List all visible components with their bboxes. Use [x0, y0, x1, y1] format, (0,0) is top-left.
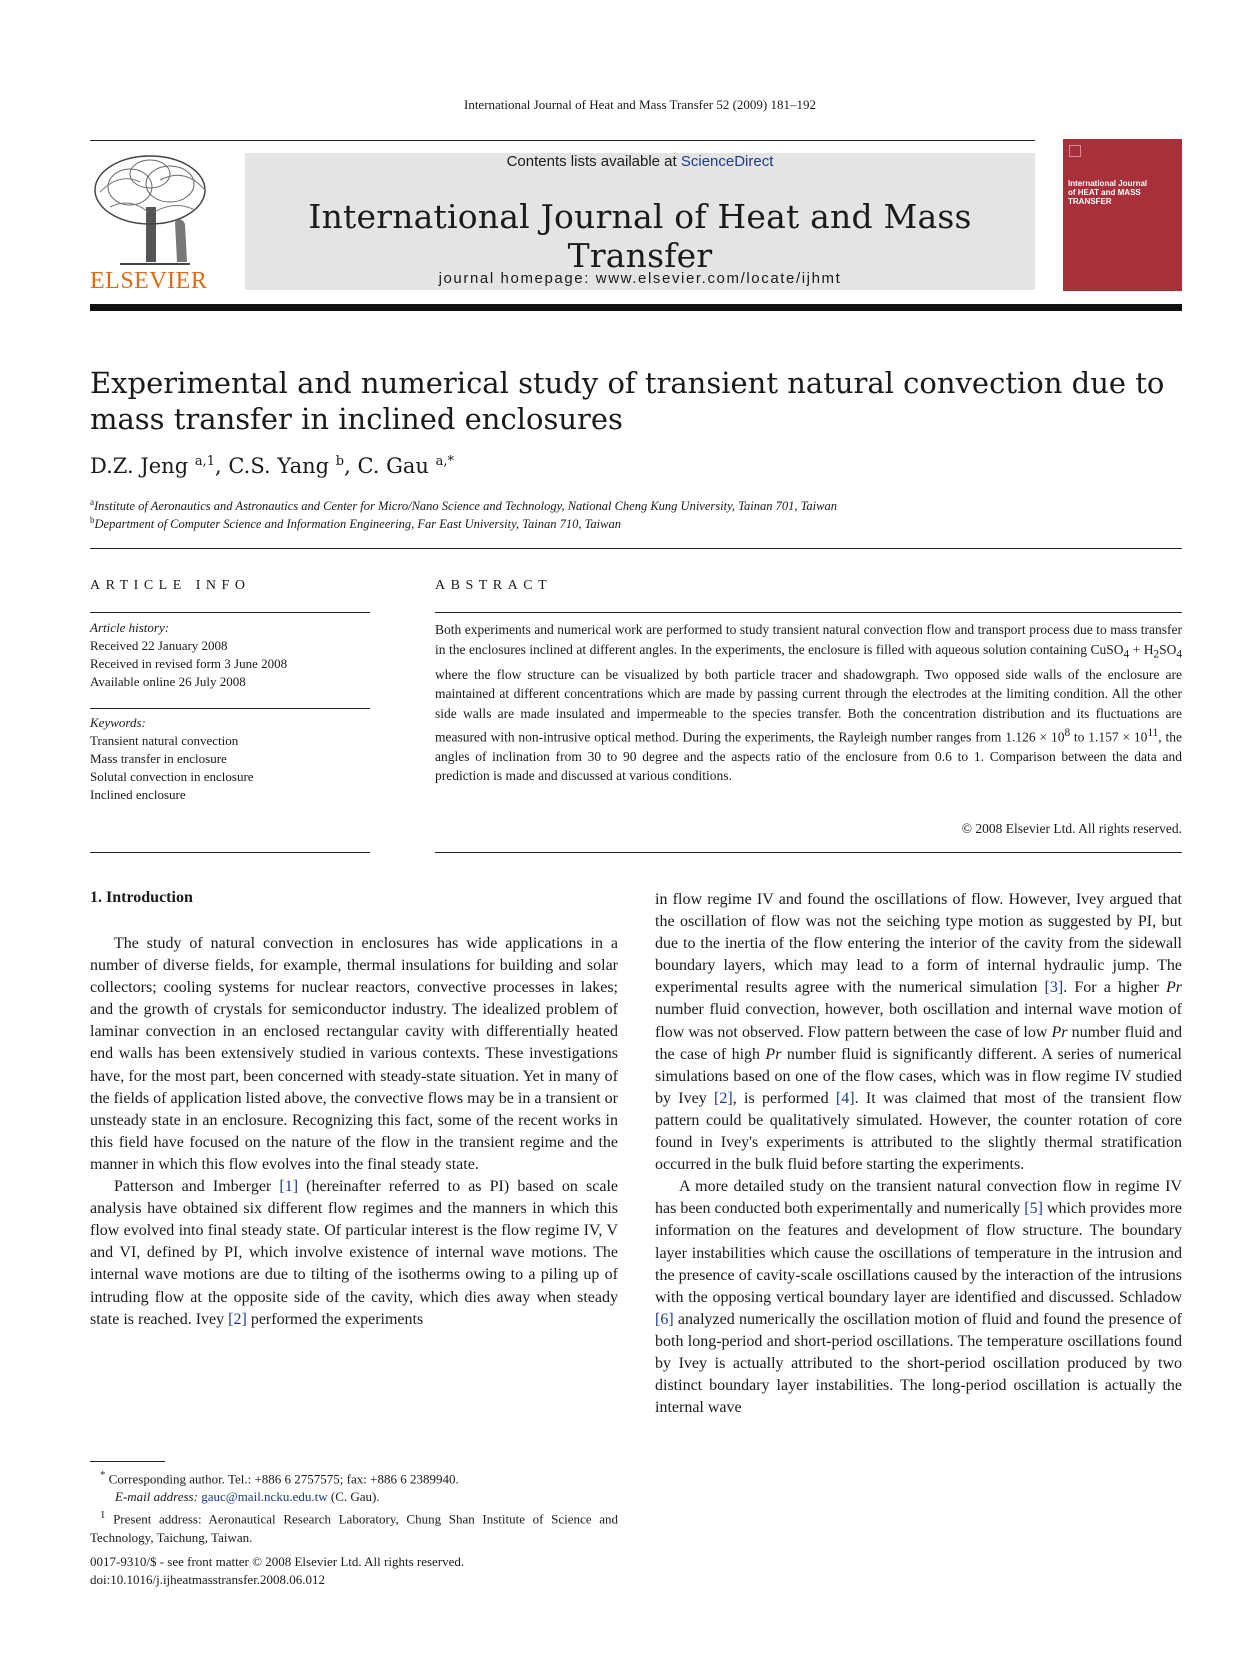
journal-cover-thumbnail — [1063, 139, 1182, 291]
author-affil-mark: a,* — [435, 454, 455, 469]
text-seg: number fluid is significantly different. A series of numerical simulations based on one of the flow cases, which was in flow regime IV studied by Ivey — [655, 1045, 1182, 1107]
history-label: Article history: — [90, 620, 170, 635]
author-name[interactable]: C.S. Yang — [228, 454, 330, 478]
keyword: Transient natural convection — [90, 733, 239, 748]
sciencedirect-link[interactable]: ScienceDirect — [680, 153, 774, 170]
article-history — [90, 619, 370, 691]
abstract-seg: SO — [1159, 641, 1177, 657]
contents-prefix: Contents lists available at — [506, 153, 681, 170]
title-rule — [90, 548, 1182, 549]
left-column — [90, 933, 618, 1331]
text-seg: number fluid convection, however, both oscillation and internal wave motion of flow was not observed. Flow pattern between the case of low — [655, 1001, 1182, 1041]
footnote-text: Corresponding author. Tel.: +886 6 2757575; fax: +886 6 2389940. — [108, 1471, 459, 1487]
text-seg: in flow regime IV and found the oscillations of flow. However, Ivey argued that the oscillation of flow was not the seiching type motion as suggested by PI, but due to the inertia of the flow entering the interior of the cavity from the sidewall boundary layers, which may lead to a form of internal hydraulic jump. The experimental results agree with the numerical simulation — [655, 891, 1182, 997]
text-seg: number fluid and the case of high — [655, 1023, 1182, 1063]
affil-text: Department of Computer Science and Information Engineering, Far East University, Tainan 710, Taiwan — [94, 517, 621, 532]
text-seg: (hereinafter referred to as PI) based on scale analysis have obtained six different flow regimes and the manners in which this flow evolved into final steady state. Of particular interest is the flow regime IV, V and VI, defined by PI, which involve existence of internal wave motions. The internal wave motions are due to tilting of the isotherms owing to a piling up of intruding flow at the opposite side of the cavity, which dies away when steady state is reached. Ivey — [90, 1178, 618, 1328]
cover-title: International Journal of HEAT and MASS TRANSFER — [1068, 179, 1148, 206]
abstract-bottom-rule — [435, 852, 1182, 853]
text-seg: A more detailed study on the transient natural convection flow in regime IV has been conducted both experimentally and numerically — [655, 1178, 1182, 1218]
history-rule — [90, 708, 370, 709]
author-affil-mark: b — [335, 454, 345, 469]
citation-link[interactable]: [4] — [835, 1089, 855, 1107]
cover-inset-logo — [1069, 145, 1081, 157]
abstract-rule — [435, 612, 1182, 613]
text-seg: . For a higher — [1063, 979, 1167, 997]
abstract-sup: 11 — [1147, 726, 1159, 739]
text-seg: , is performed — [732, 1089, 836, 1107]
citation-link[interactable]: [2] — [714, 1089, 733, 1107]
citation-link[interactable]: [3] — [1044, 979, 1064, 997]
info-rule — [90, 612, 370, 613]
keywords — [90, 714, 370, 804]
abstract-seg: where the flow structure can be visualized by both particle tracer and shadowgraph. Two opposed side walls of the enclosure are maintained at different concentrations which are made by passing current through the electrodes at the limiting condition. All the other side walls are made insulated and impermeable to the species transfer. Both the concentration distribution and its fluctuations are measured with non-intrusive optical method. During the experiments, the Rayleigh number ranges from 1.126 × 10 — [435, 666, 1182, 745]
citation-link[interactable]: [1] — [279, 1178, 299, 1196]
abstract-seg: , the angles of inclination from 30 to 90 degree and the aspects ratio of the enclosure from 0.6 to 1. Comparison between the data and prediction is made and discussed at various conditions. — [435, 729, 1182, 784]
affiliation-b — [90, 515, 1182, 532]
citation-link[interactable]: [6] — [655, 1310, 674, 1328]
article-title: Experimental and numerical study of transient natural convection due to mass transfer in inclined enclosures — [90, 366, 1165, 436]
right-column — [655, 889, 1182, 1419]
abstract-heading: ABSTRACT — [435, 578, 553, 593]
issn-line: 0017-9310/$ - see front matter © 2008 Elsevier Ltd. All rights reserved. — [90, 1554, 465, 1569]
abstract-copyright: © 2008 Elsevier Ltd. All rights reserved. — [961, 821, 1182, 836]
text-seg: analyzed numerically the oscillation motion of fluid and found the presence of both long-period and short-period oscillations. The temperature oscillations found by Ivey is actually attributed to the short-period oscillation produced by two distinct boundary layer instabilities. The long-period oscillation is actually the internal wave — [655, 1310, 1182, 1417]
abstract-sub: 4 — [1176, 648, 1182, 661]
email-suffix: (C. Gau). — [327, 1489, 380, 1505]
author-name[interactable]: D.Z. Jeng — [90, 454, 189, 478]
keyword: Solutal convection in enclosure — [90, 769, 254, 784]
author-name[interactable]: C. Gau — [357, 454, 429, 478]
intro-paragraph-2-cont — [655, 889, 1182, 1176]
abstract-text — [435, 620, 1182, 786]
citation-link[interactable]: [2] — [228, 1310, 247, 1328]
footnote-rule — [90, 1461, 165, 1462]
affil-text: Institute of Aeronautics and Astronautics and Center for Micro/Nano Science and Technology, National Cheng Kung University, Tainan 701, Taiwan — [94, 499, 837, 514]
footnotes — [90, 1466, 618, 1547]
citation-link[interactable]: [5] — [1024, 1200, 1043, 1218]
footnote-email — [90, 1488, 618, 1506]
keyword: Mass transfer in enclosure — [90, 751, 227, 766]
intro-paragraph-2 — [90, 1176, 618, 1331]
bottom-meta — [90, 1553, 464, 1589]
history-revised: Received in revised form 3 June 2008 — [90, 656, 288, 671]
journal-homepage[interactable]: journal homepage: www.elsevier.com/locate/ijhmt — [438, 270, 842, 287]
author-list: D.Z. Jeng $^{a,1}$, C.S. Yang $^b$, C. Gau $^{a,*}$ — [90, 454, 455, 478]
text-seg: Patterson and Imberger — [114, 1178, 280, 1196]
journal-title: International Journal of Heat and Mass Transfer — [308, 197, 972, 275]
header-thick-rule — [90, 304, 1182, 311]
text-seg: performed the experiments — [246, 1310, 424, 1328]
contents-line — [245, 153, 1035, 170]
footnote-mark: * — [100, 1469, 106, 1481]
abstract-sub: 2 — [1153, 648, 1160, 661]
prandtl-symbol: Pr — [765, 1045, 782, 1063]
email-link[interactable]: gauc@mail.ncku.edu.tw — [201, 1489, 328, 1505]
footnote-mark: 1 — [100, 1509, 106, 1522]
header-rule — [90, 140, 1035, 141]
footnote-text: Present address: Aeronautical Research Laboratory, Chung Shan Institute of Science and Technology, Taichung, Taiwan. — [90, 1511, 618, 1545]
article-info-heading: ARTICLE INFO — [90, 578, 251, 593]
keywords-label: Keywords: — [90, 715, 146, 730]
abstract-sup: 8 — [1064, 726, 1071, 739]
affil-mark: b — [90, 515, 95, 525]
email-label: E-mail address: — [115, 1489, 202, 1505]
footnote-corresponding — [90, 1466, 618, 1488]
text-seg: which provides more information on the features and development of flow structure. The boundary layer instabilities which cause the oscillations of temperature in the intrusion and the presence of cavity-scale oscillations caused by the interaction of the intrusions with the opposing vertical boundary layer are identified and discussed. Schladow — [655, 1200, 1183, 1306]
prandtl-symbol: Pr — [1051, 1023, 1068, 1041]
history-online: Available online 26 July 2008 — [90, 674, 246, 689]
prandtl-symbol: Pr — [1166, 979, 1183, 997]
intro-paragraph-1: The study of natural convection in enclosures has wide applications in a number of diverse fields, for example, thermal insulations for building and solar collectors; cooling systems for nuclear reactors, convective processes in lakes; and the growth of crystals for semiconductor industry. The idealized problem of laminar convection in an enclosed rectangular cavity with differentially heated end walls has been extensively studied in various contexts. These investigations have, for the most part, been concerned with steady-state situation. Yet in many of the fields of application listed above, the convective flows may be in a transient or unsteady state in an enclosure. Recognizing this fact, some of the recent works in this field have focused on the nature of the flow in the transient regime and the manner in which this flow evolves into the final steady state. — [90, 935, 618, 1173]
keyword: Inclined enclosure — [90, 787, 186, 802]
text-seg: . It was claimed that most of the transient flow pattern could be qualitatively simulated. However, the counter rotation of core found in Ivey's experiments is attributed to the slightly thermal stratification occurred in the bulk fluid before starting the experiments. — [655, 1089, 1183, 1174]
history-received: Received 22 January 2008 — [90, 638, 228, 653]
running-head: International Journal of Heat and Mass Transfer 52 (2009) 181–192 — [463, 97, 816, 112]
introduction-heading: 1. Introduction — [90, 889, 193, 906]
abstract-sub: 4 — [1123, 648, 1130, 661]
publisher-wordmark: ELSEVIER — [90, 268, 208, 294]
footnote-present-address — [90, 1506, 618, 1546]
abstract-seg: to 1.157 × 10 — [1070, 729, 1148, 745]
abstract-seg: Both experiments and numerical work are performed to study transient natural convection flow and transport process due to mass transfer in the enclosures inclined at different angles. In the experiments, the enclosure is filled with aqueous solution containing CuSO — [435, 622, 1182, 657]
info-bottom-rule — [90, 852, 370, 853]
intro-paragraph-3 — [655, 1176, 1182, 1419]
author-affil-mark: a,1 — [194, 454, 215, 469]
affil-mark: a — [90, 497, 94, 507]
abstract-seg: + H — [1129, 641, 1154, 657]
doi-line[interactable]: doi:10.1016/j.ijheatmasstransfer.2008.06.012 — [90, 1572, 326, 1587]
affiliation-a — [90, 497, 1182, 514]
